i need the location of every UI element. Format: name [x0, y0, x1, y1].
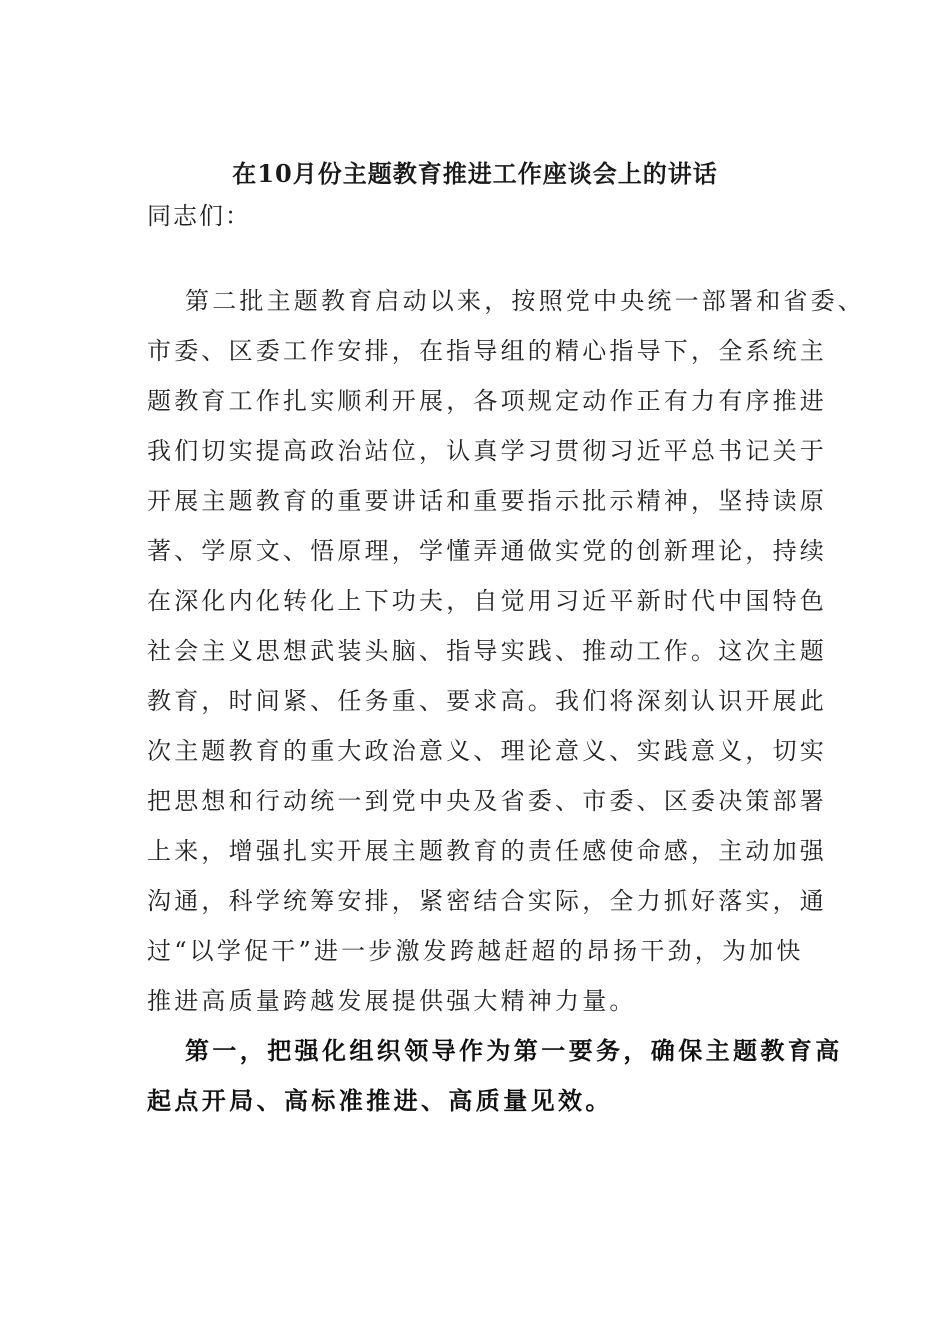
paragraph-line: 上来，增强扎实开展主题教育的责任感使命感，主动加强 [147, 837, 827, 865]
body-paragraph [147, 276, 865, 1026]
paragraph-line: 我们切实提高政治站位，认真学习贯彻习近平总书记关于 [147, 437, 827, 465]
paragraph-line: 推进高质量跨越发展提供强大精神力量。 [147, 987, 637, 1015]
paragraph-line: 社会主义思想武装头脑、指导实践、推动工作。这次主题 [147, 637, 827, 665]
heading-line: 起点开局、高标准推进、高质量见效。 [147, 1086, 613, 1115]
paragraph-line: 沟通，科学统筹安排，紧密结合实际，全力抓好落实，通 [147, 887, 827, 915]
paragraph-line: 第二批主题教育启动以来，按照党中央统一部署和省委、 [185, 287, 865, 315]
document-title: 在10月份主题教育推进工作座谈会上的讲话 [232, 159, 718, 188]
heading-line: 第一，把强化组织领导作为第一要务，确保主题教育高 [185, 1036, 843, 1065]
paragraph-line: 在深化内化转化上下功夫，自觉用习近平新时代中国特色 [147, 587, 827, 615]
salutation: 同志们： [147, 202, 251, 230]
paragraph-line: 市委、区委工作安排，在指导组的精心指导下，全系统主 [147, 337, 827, 365]
paragraph-line: 题教育工作扎实顺利开展，各项规定动作正有力有序推进 [147, 387, 827, 415]
paragraph-line: 开展主题教育的重要讲话和重要指示批示精神，坚持读原 [147, 487, 827, 515]
paragraph-line: 次主题教育的重大政治意义、理论意义、实践意义，切实 [147, 737, 827, 765]
paragraph-line: 著、学原文、悟原理，学懂弄通做实党的创新理论，持续 [147, 537, 827, 565]
paragraph-line: 把思想和行动统一到党中央及省委、市委、区委决策部署 [147, 787, 827, 815]
section-heading [147, 1026, 843, 1126]
paragraph-line: 教育，时间紧、任务重、要求高。我们将深刻认识开展此 [147, 687, 827, 715]
paragraph-line: 过“以学促干”进一步激发跨越赶超的昂扬干劲，为加快 [147, 937, 804, 965]
